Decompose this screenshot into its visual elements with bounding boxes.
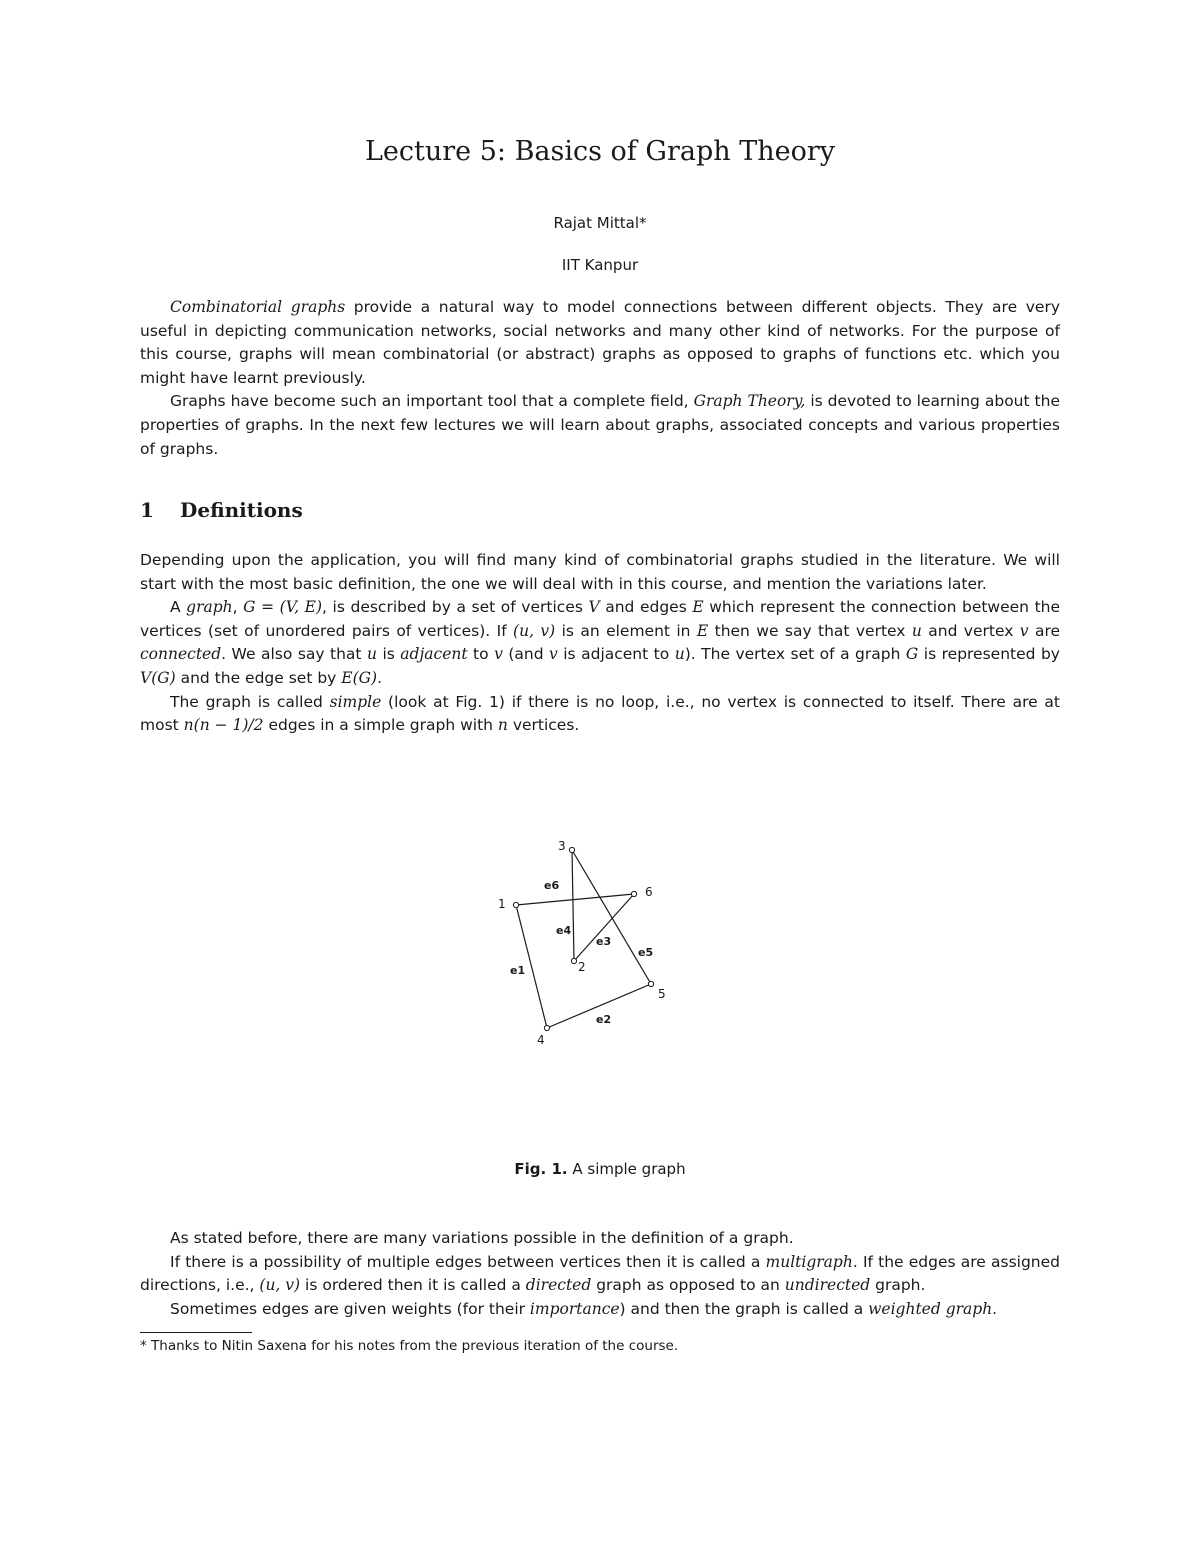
definitions-paragraph-3: The graph is called simple (look at Fig. 1) if there is no loop, i.e., no vertex is connected to itself. There are at most n(n − 1)/2 edges in a simple graph with n vertices.: [140, 692, 1060, 735]
intro-block: [140, 296, 1060, 461]
term-simple: simple: [329, 692, 382, 711]
definitions-block: [140, 549, 1060, 738]
intro-p2-rest: is devoted to learning about the properties of graphs. In the next few lectures we will learn about graphs, associated concepts and various properties of graphs.: [140, 392, 1060, 458]
vertex-6: [631, 891, 636, 896]
term-graph: graph: [186, 598, 233, 617]
term-adjacent: adjacent: [400, 645, 468, 664]
variations-paragraph-1: As stated before, there are many variations possible in the definition of a graph.: [170, 1229, 794, 1247]
definitions-paragraph-2: A graph, G = (V, E), is described by a set of vertices V and edges E which represent the connection between the vertices (set of unordered pairs of vertices). If (u, v) is an element in E then we say that vertex u and vertex v are connected. We also say that u is adjacent to v (and v is adjacent to u). The vertex set of a graph G is represented by V(G) and the edge set by E(G).: [140, 598, 1061, 687]
footnote-rule: [140, 1332, 252, 1333]
edge-label-e3: e3: [596, 935, 612, 948]
vertex-label-1: 1: [498, 897, 506, 911]
term-connected: connected: [140, 645, 222, 664]
intro-paragraph-2: [140, 390, 1060, 461]
edge-label-e2: e2: [596, 1013, 612, 1026]
term-graph-theory: Graph Theory,: [693, 392, 806, 411]
term-multigraph: multigraph: [765, 1252, 853, 1271]
vertex-label-3: 3: [558, 839, 566, 853]
paper-title: Lecture 5: Basics of Graph Theory: [364, 136, 836, 167]
edge-3-2: [572, 850, 574, 961]
math-edge-count: n(n − 1)/2: [183, 716, 264, 735]
edge-label-e6: e6: [544, 879, 560, 892]
variations-paragraph-3: Sometimes edges are given weights (for their importance) and then the graph is called a weighted graph.: [170, 1299, 998, 1318]
vertex-label-5: 5: [658, 987, 666, 1001]
vertex-2: [571, 958, 576, 963]
section-heading: [140, 498, 303, 522]
simple-graph-figure: [480, 830, 720, 1050]
intro-paragraph-1: [140, 296, 1060, 390]
vertex-1: [513, 902, 518, 907]
variations-block: [140, 1227, 1060, 1321]
vertex-3: [569, 847, 574, 852]
term-directed: directed: [525, 1276, 592, 1295]
math-graph-def: G = (V, E): [243, 598, 323, 617]
figure-caption: [0, 1160, 1200, 1178]
affiliation: IIT Kanpur: [561, 256, 639, 274]
vertex-label-2: 2: [578, 960, 586, 974]
intro-p1-text: provide a natural way to model connections between different objects. They are very useful in depicting communication networks, social networks and many other kind of networks. For the purpose of this course, graphs will mean combinatorial (or abstract) graphs as opposed to graphs of functions etc. which you might have learnt previously.: [140, 298, 1061, 387]
caption-text: A simple graph: [567, 1160, 686, 1178]
variations-paragraph-2: If there is a possibility of multiple edges between vertices then it is called a multigraph. If the edges are assigned directions, i.e., (u, v) is ordered then it is called a directed graph as opposed to an undirected graph.: [140, 1252, 1060, 1295]
vertex-label-4: 4: [537, 1033, 545, 1047]
section-number: 1: [140, 498, 154, 522]
section-title: Definitions: [180, 498, 303, 522]
author: Rajat Mittal*: [553, 214, 647, 232]
edge-1-6: [516, 894, 634, 905]
vertex-4: [544, 1025, 549, 1030]
footnote: * Thanks to Nitin Saxena for his notes from the previous iteration of the course.: [140, 1338, 679, 1354]
definitions-paragraph-1: Depending upon the application, you will find many kind of combinatorial graphs studied in the literature. We will start with the most basic definition, the one we will deal with in this course, and mention the variations later.: [140, 551, 1060, 593]
edge-label-e1: e1: [510, 964, 526, 977]
vertex-label-6: 6: [645, 885, 653, 899]
vertex-5: [648, 981, 653, 986]
intro-p2-start: Graphs have become such an important tool that a complete field,: [170, 392, 694, 411]
edge-label-e4: e4: [556, 924, 572, 937]
caption-label: Fig. 1.: [514, 1160, 568, 1178]
term-combinatorial-graphs: Combinatorial graphs: [170, 298, 346, 316]
term-weighted-graph: weighted graph: [868, 1299, 993, 1318]
edge-label-e5: e5: [638, 946, 654, 959]
term-undirected: undirected: [784, 1276, 871, 1295]
term-importance: importance: [529, 1299, 620, 1318]
